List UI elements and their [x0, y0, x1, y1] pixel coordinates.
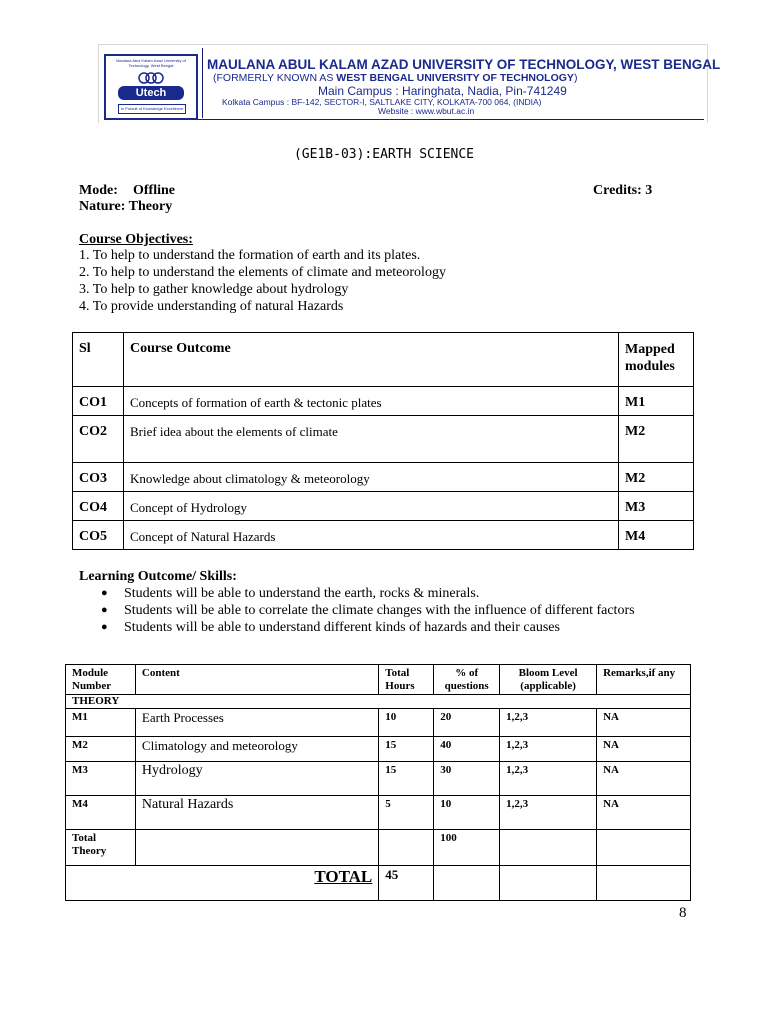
empty-cell	[597, 866, 691, 901]
formerly-suffix: )	[573, 72, 578, 84]
section-row	[66, 695, 691, 709]
formerly-known-as	[213, 72, 577, 84]
co-description: Concepts of formation of earth & tectonic plates	[123, 387, 618, 416]
mode-value: Offline	[133, 183, 175, 198]
header-divider	[202, 48, 203, 118]
table-row	[66, 709, 691, 737]
module-bloom: 1,2,3	[500, 796, 597, 830]
list-item: ● Students will be able to understand the earth, rocks & minerals.	[102, 585, 635, 602]
table-row	[73, 463, 694, 492]
module-content: Climatology and meteorology	[135, 737, 378, 762]
co-description: Concept of Hydrology	[123, 492, 618, 521]
mode-label: Mode:	[79, 183, 118, 198]
table-row	[66, 796, 691, 830]
module-hours: 10	[379, 709, 434, 737]
module-content: Hydrology	[135, 762, 378, 796]
logo-emblem-icon	[136, 71, 166, 85]
letterhead-rule	[118, 119, 704, 120]
main-campus: Main Campus : Haringhata, Nadia, Pin-741249	[318, 84, 567, 98]
module-number: M1	[66, 709, 136, 737]
module-bloom: 1,2,3	[500, 762, 597, 796]
objective-item: 2. To help to understand the elements of climate and meteorology	[79, 265, 446, 280]
co-module: M4	[619, 521, 694, 550]
header-course-outcome: Course Outcome	[123, 333, 618, 387]
module-percent: 40	[434, 737, 500, 762]
co-module: M2	[619, 463, 694, 492]
table-row	[73, 521, 694, 550]
co-id: CO1	[73, 387, 124, 416]
header-bloom-level: Bloom Level (applicable)	[500, 665, 597, 695]
university-logo	[104, 54, 198, 120]
header-content: Content	[135, 665, 378, 695]
module-percent: 30	[434, 762, 500, 796]
module-number: M3	[66, 762, 136, 796]
kolkata-campus: Kolkata Campus : BF-142, SECTOR-I, SALTLAKE CITY, KOLKATA-700 064, (INDIA)	[222, 97, 542, 107]
section-theory: THEORY	[66, 695, 691, 709]
total-theory-percent: 100	[434, 830, 500, 866]
empty-cell	[597, 830, 691, 866]
co-description: Brief idea about the elements of climate	[123, 416, 618, 463]
module-bloom: 1,2,3	[500, 737, 597, 762]
page-number: 8	[679, 905, 687, 921]
module-hours: 5	[379, 796, 434, 830]
website: Website : www.wbut.ac.in	[378, 106, 475, 116]
module-hours: 15	[379, 762, 434, 796]
university-name: MAULANA ABUL KALAM AZAD UNIVERSITY OF TECHNOLOGY, WEST BENGAL	[207, 57, 721, 72]
learning-outcome-list	[102, 585, 635, 636]
co-id: CO4	[73, 492, 124, 521]
total-label: TOTAL	[66, 866, 379, 901]
header-remarks: Remarks,if any	[597, 665, 691, 695]
module-table	[65, 664, 691, 901]
module-number: M2	[66, 737, 136, 762]
header-mapped-modules: Mapped modules	[619, 333, 694, 387]
total-row	[66, 866, 691, 901]
table-header-row	[66, 665, 691, 695]
logo-name: Utech	[118, 86, 184, 100]
co-description: Knowledge about climatology & meteorology	[123, 463, 618, 492]
total-theory-row	[66, 830, 691, 866]
module-remarks: NA	[597, 737, 691, 762]
objectives-heading: Course Objectives:	[79, 232, 193, 247]
module-remarks: NA	[597, 796, 691, 830]
objective-item: 3. To help to gather knowledge about hydrology	[79, 282, 349, 297]
total-theory-label: Total Theory	[66, 830, 136, 866]
co-id: CO2	[73, 416, 124, 463]
co-description: Concept of Natural Hazards	[123, 521, 618, 550]
empty-cell	[135, 830, 378, 866]
formerly-prefix: (FORMERLY KNOWN AS	[213, 72, 337, 84]
module-bloom: 1,2,3	[500, 709, 597, 737]
table-row	[73, 492, 694, 521]
module-remarks: NA	[597, 762, 691, 796]
table-row	[73, 387, 694, 416]
list-item: ● Students will be able to understand different kinds of hazards and their causes	[102, 619, 635, 636]
module-percent: 20	[434, 709, 500, 737]
nature: Nature: Theory	[79, 199, 173, 214]
module-hours: 15	[379, 737, 434, 762]
table-row	[73, 416, 694, 463]
empty-cell	[500, 866, 597, 901]
co-id: CO5	[73, 521, 124, 550]
credits: Credits: 3	[593, 183, 653, 198]
empty-cell	[434, 866, 500, 901]
list-item: ● Students will be able to correlate the climate changes with the influence of different factors	[102, 602, 635, 619]
table-row	[66, 737, 691, 762]
module-content: Earth Processes	[135, 709, 378, 737]
co-id: CO3	[73, 463, 124, 492]
co-module: M3	[619, 492, 694, 521]
table-row	[66, 762, 691, 796]
empty-cell	[379, 830, 434, 866]
objective-item: 1. To help to understand the formation of earth and its plates.	[79, 248, 421, 263]
formerly-name: WEST BENGAL UNIVERSITY OF TECHNOLOGY	[336, 72, 574, 84]
learning-heading: Learning Outcome/ Skills:	[79, 569, 237, 584]
course-outcome-table	[72, 332, 694, 550]
total-hours: 45	[379, 866, 434, 901]
module-number: M4	[66, 796, 136, 830]
empty-cell	[500, 830, 597, 866]
table-header-row	[73, 333, 694, 387]
logo-tagline: In Pursuit of Knowledge Excellence	[118, 104, 186, 114]
header-sl: Sl	[73, 333, 124, 387]
module-remarks: NA	[597, 709, 691, 737]
logo-top-text: Maulana Abul Kalam Azad University of Technology, West Bengal	[116, 58, 186, 68]
module-content: Natural Hazards	[135, 796, 378, 830]
objective-item: 4. To provide understanding of natural Hazards	[79, 299, 344, 314]
header-module-number: Module Number	[66, 665, 136, 695]
module-percent: 10	[434, 796, 500, 830]
co-module: M2	[619, 416, 694, 463]
co-module: M1	[619, 387, 694, 416]
header-total-hours: Total Hours	[379, 665, 434, 695]
header-percent-questions: % of questions	[434, 665, 500, 695]
course-title: (GE1B-03):EARTH SCIENCE	[293, 147, 474, 162]
